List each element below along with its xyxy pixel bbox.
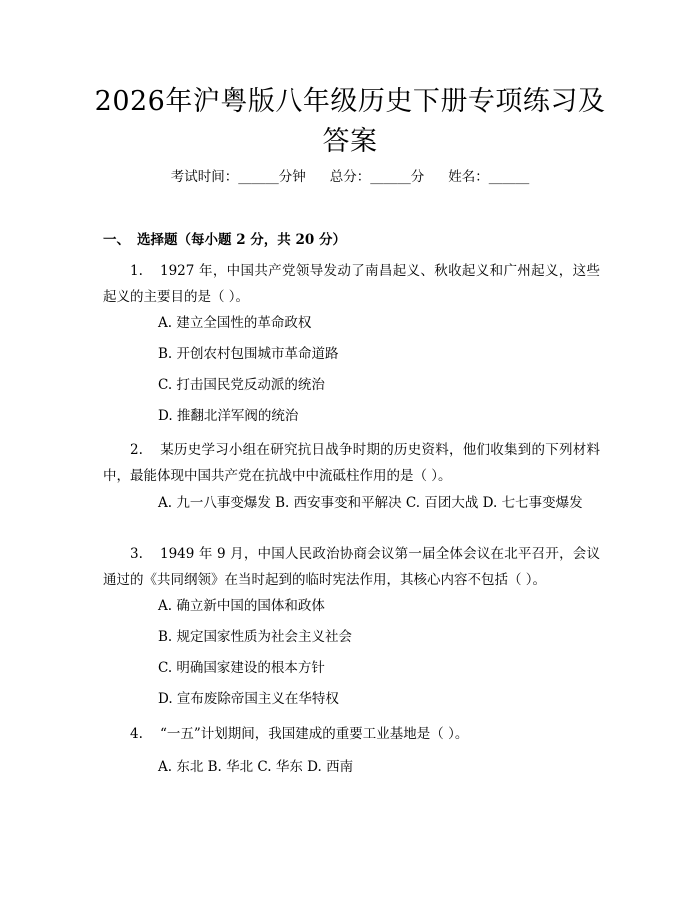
page-title: 2026年沪粤版八年级历史下册专项练习及答案	[94, 86, 606, 157]
question-1	[103, 258, 600, 310]
question-text: 1949 年 9 月，中国人民政治协商会议第一届全体会议在北平召开，会议通过的《共同纲领》在当时起到的临时宪法作用，其核心内容不包括（ ）。	[103, 546, 600, 588]
question-3-option-a: A. 确立新中国的国体和政体	[158, 598, 325, 614]
question-number: 1.	[130, 263, 143, 279]
question-4-options: A. 东北 B. 华北 C. 华东 D. 西南	[158, 759, 354, 775]
student-name-field: 姓名：______	[448, 169, 530, 185]
question-text: 某历史学习小组在研究抗日战争时期的历史资料，他们收集到的下列材料中，最能体现中国共产党在抗战中中流砥柱作用的是（ ）。	[103, 442, 600, 484]
section-title: 选择题（每小题 2 分，共 20 分）	[137, 232, 346, 248]
question-number: 2.	[130, 442, 143, 458]
question-1-option-b: B. 开创农村包围城市革命道路	[158, 346, 339, 362]
question-3-option-c: C. 明确国家建设的根本方针	[158, 660, 325, 676]
exam-meta	[0, 167, 700, 187]
section-heading	[103, 230, 346, 250]
question-number: 3.	[130, 546, 143, 562]
question-text: 1927 年，中国共产党领导发动了南昌起义、秋收起义和广州起义，这些起义的主要目的是（ ）。	[103, 263, 600, 305]
question-2	[103, 437, 600, 489]
question-3	[103, 541, 600, 593]
question-text: “一五”计划期间，我国建成的重要工业基地是（ ）。	[160, 726, 469, 742]
question-3-option-b: B. 规定国家性质为社会主义社会	[158, 629, 353, 645]
question-3-option-d: D. 宣布废除帝国主义在华特权	[158, 691, 339, 707]
exam-time-field: 考试时间：______分钟	[170, 169, 306, 185]
question-number: 4.	[130, 726, 143, 742]
question-1-option-a: A. 建立全国性的革命政权	[158, 315, 312, 331]
question-1-option-c: C. 打击国民党反动派的统治	[158, 377, 325, 393]
question-2-options: A. 九一八事变爆发 B. 西安事变和平解决 C. 百团大战 D. 七七事变爆发	[158, 495, 583, 511]
section-number: 一、	[103, 232, 130, 248]
question-4	[103, 721, 600, 747]
total-score-field: 总分：______分	[329, 169, 425, 185]
question-1-option-d: D. 推翻北洋军阀的统治	[158, 408, 299, 424]
